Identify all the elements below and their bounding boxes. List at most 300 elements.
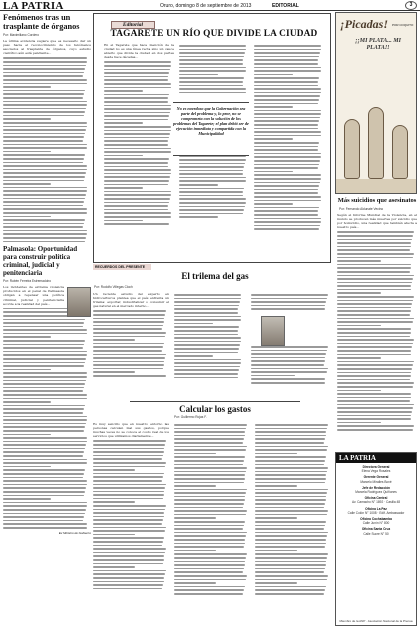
text-line	[3, 491, 85, 493]
text-line	[255, 442, 324, 444]
text-line	[254, 174, 321, 176]
text-line	[3, 340, 85, 342]
text-line	[337, 350, 411, 352]
text-line	[337, 264, 411, 266]
text-line	[337, 429, 413, 431]
text-line	[93, 516, 164, 518]
article-body-suicidios	[337, 213, 417, 449]
cartoon-credit: POR COQUITO	[392, 23, 414, 27]
text-line	[254, 167, 318, 169]
text-line	[3, 344, 84, 346]
credits-value: Marcelo Miralles Bové	[360, 479, 392, 484]
text-line	[3, 129, 86, 131]
text-line	[3, 212, 87, 214]
text-line	[179, 63, 243, 65]
text-line	[254, 160, 320, 162]
text-line	[255, 438, 325, 440]
text-line	[174, 344, 240, 346]
text-line	[104, 137, 169, 139]
text-line	[174, 539, 245, 541]
text-line	[3, 333, 87, 335]
text-line	[254, 117, 320, 119]
text-line	[93, 573, 165, 575]
text-line	[174, 305, 239, 307]
text-line	[337, 271, 410, 273]
suicidios-snippet: Según el Informe Mundial de la Violencia, en el mundo se producen más muertes por suicidio que por homicidio, una realidad que también afecta a nuestro país...	[337, 213, 417, 230]
text-line	[174, 503, 244, 505]
text-line	[255, 464, 324, 466]
text-line	[3, 223, 84, 225]
text-line	[3, 509, 86, 511]
text-line	[3, 523, 87, 525]
text-line	[104, 83, 171, 85]
text-line	[251, 346, 328, 348]
text-line	[3, 336, 51, 338]
text-line	[104, 209, 168, 211]
text-line	[179, 92, 246, 94]
text-line	[179, 198, 246, 200]
credits-row	[336, 486, 416, 494]
text-line	[104, 144, 168, 146]
text-line	[337, 418, 411, 420]
text-line	[104, 61, 171, 63]
author-portrait-photo	[261, 316, 285, 346]
text-line	[254, 124, 318, 126]
text-line	[254, 52, 320, 54]
text-line	[255, 571, 324, 573]
text-line	[337, 289, 411, 291]
text-line	[337, 411, 412, 413]
cartoon-figure	[368, 107, 384, 179]
text-line	[179, 170, 243, 172]
text-line	[3, 473, 84, 475]
text-line	[174, 453, 216, 455]
credits-value: Av. Camacho N° 1892 · Casilla 48	[351, 500, 401, 505]
text-line	[337, 325, 381, 327]
text-line	[254, 110, 321, 112]
text-line	[254, 153, 321, 155]
text-line	[174, 496, 245, 498]
text-line	[3, 426, 85, 428]
text-line	[3, 455, 83, 457]
credits-label: Directora General	[362, 465, 390, 469]
text-line	[255, 510, 328, 512]
text-line	[337, 375, 411, 377]
cartoon-title: ¡Picadas!	[340, 17, 388, 31]
article-body-transplant	[3, 57, 91, 242]
text-line	[254, 203, 293, 205]
text-line	[3, 520, 83, 522]
cartoon-figure	[392, 125, 408, 179]
text-line	[255, 467, 328, 469]
text-line	[104, 126, 171, 128]
text-line	[104, 180, 169, 182]
text-line	[179, 195, 243, 197]
trilema-lines-1	[93, 310, 169, 376]
text-line	[3, 97, 83, 99]
text-line	[337, 425, 414, 427]
text-line	[174, 456, 245, 458]
text-line	[254, 70, 321, 72]
text-line	[104, 184, 168, 186]
text-line	[3, 226, 83, 228]
credits-value: Elena Vega Rosales	[361, 469, 391, 474]
text-line	[93, 448, 164, 450]
text-line	[104, 166, 168, 168]
trilema-snippet: Un reciente estudio del experto en hidrocarburos plantea que el país enfrenta un trilema: exportar, industrializar o consumir el gas natural en el mercado interno...	[93, 292, 169, 309]
text-line	[251, 301, 326, 303]
text-line	[174, 546, 244, 548]
text-line	[3, 401, 51, 403]
text-line	[104, 151, 171, 153]
text-line	[251, 298, 327, 300]
text-line	[174, 482, 244, 484]
text-line	[174, 561, 245, 563]
text-line	[3, 68, 85, 70]
text-line	[174, 298, 241, 300]
calcular-lines-3	[255, 424, 331, 595]
text-line	[3, 372, 87, 374]
text-line	[93, 361, 164, 363]
text-line	[174, 449, 246, 451]
text-line	[104, 130, 171, 132]
text-line	[104, 112, 170, 114]
text-line	[3, 462, 87, 464]
text-line	[93, 455, 163, 457]
text-line	[254, 207, 319, 209]
text-line	[254, 88, 321, 90]
text-line	[3, 423, 86, 425]
text-line	[3, 459, 87, 461]
text-line	[174, 521, 245, 523]
text-line	[174, 474, 245, 476]
text-line	[337, 249, 410, 251]
text-line	[93, 328, 162, 330]
article-title-transplant: Fenómenos tras un trasplante de órganos	[3, 13, 80, 31]
trilema-lines-3b	[251, 346, 331, 384]
text-line	[254, 77, 319, 79]
pullquote-text: No es novedoso que la Gobernación sea parte del problema y, lo peor, no se comprometa con la solución de los problemas del Tagarete; el plan debió ser de ejecución inmediata y compartida con la Municipalidad	[173, 106, 249, 137]
text-line	[104, 148, 171, 150]
text-line	[93, 552, 165, 554]
cartoon-figure	[344, 119, 360, 179]
text-line	[3, 72, 84, 74]
text-line	[104, 212, 171, 214]
text-line	[104, 122, 143, 124]
text-line	[251, 364, 324, 366]
text-line	[255, 492, 327, 494]
text-line	[93, 350, 162, 352]
text-line	[255, 514, 327, 516]
text-line	[3, 158, 84, 160]
credits-label: Oficina La Paz	[365, 506, 387, 511]
text-line	[104, 97, 168, 99]
text-line	[337, 253, 414, 255]
text-line	[251, 350, 327, 352]
calcular-snippet: Es muy sencillo que en nuestro entorno las personas calculen mal sus gastos, porque muchas veces no se conoce el costo real de los servicios que utilizamos diariamente...	[93, 422, 169, 439]
text-line	[93, 530, 165, 532]
credits-value: Calle Junín N° 800	[362, 521, 390, 526]
masthead: LA PATRIA	[3, 0, 64, 12]
text-line	[3, 322, 84, 324]
text-line	[255, 428, 327, 430]
text-line	[254, 103, 318, 105]
text-line	[174, 373, 238, 375]
text-line	[174, 579, 246, 581]
text-line	[174, 431, 245, 433]
text-line	[174, 557, 246, 559]
text-line	[337, 285, 411, 287]
text-line	[255, 528, 324, 530]
text-line	[174, 507, 243, 509]
text-line	[174, 424, 247, 426]
text-line	[104, 76, 168, 78]
text-line	[254, 149, 318, 151]
text-line	[93, 480, 162, 482]
text-line	[3, 434, 51, 436]
text-line	[174, 492, 246, 494]
article-body-calcular	[93, 422, 331, 626]
text-line	[3, 108, 86, 110]
text-line	[104, 115, 169, 117]
text-line	[93, 559, 164, 561]
text-line	[179, 159, 246, 161]
text-line	[255, 435, 326, 437]
text-line	[251, 382, 325, 384]
text-line	[93, 588, 162, 590]
text-line	[3, 61, 87, 63]
text-line	[337, 354, 411, 356]
text-line	[93, 512, 164, 514]
text-line	[254, 74, 293, 76]
text-line	[174, 428, 246, 430]
text-line	[174, 593, 243, 595]
text-line	[3, 498, 51, 500]
text-line	[3, 362, 85, 364]
author-portrait-photo	[67, 287, 91, 317]
text-line	[3, 180, 84, 182]
text-line	[337, 275, 414, 277]
text-line	[3, 126, 87, 128]
text-line	[174, 312, 238, 314]
cartoon-speech-bubble: ¡¡MI PLATA... MI PLATA!!	[355, 38, 401, 51]
text-line	[93, 545, 162, 547]
text-line	[93, 462, 166, 464]
text-line	[3, 165, 87, 167]
text-line	[93, 584, 163, 586]
text-line	[255, 474, 326, 476]
text-line	[337, 404, 414, 406]
text-line	[93, 336, 165, 338]
text-line	[174, 352, 238, 354]
text-line	[93, 476, 163, 478]
calcular-column-2	[174, 422, 250, 626]
text-line	[255, 582, 297, 584]
text-line	[3, 151, 51, 153]
text-line	[254, 99, 319, 101]
trilema-lines-2	[174, 294, 244, 378]
text-line	[3, 136, 84, 138]
text-line	[179, 177, 246, 179]
text-line	[254, 81, 318, 83]
text-line	[104, 140, 168, 142]
text-line	[251, 353, 326, 355]
text-line	[104, 216, 171, 218]
article-title-palmasola: Palmasola: Oportunidad para construir política criminal, judicial y penitenciaria	[3, 245, 78, 278]
cartoon-box	[335, 12, 417, 194]
text-line	[255, 579, 327, 581]
text-line	[3, 430, 84, 432]
credits-row	[336, 527, 416, 535]
text-line	[337, 364, 413, 366]
text-line	[337, 346, 412, 348]
text-line	[337, 267, 411, 269]
text-line	[174, 499, 245, 501]
text-line	[93, 519, 163, 521]
text-line	[3, 516, 84, 518]
text-line	[179, 173, 243, 175]
text-line	[179, 213, 243, 215]
text-line	[337, 332, 411, 334]
text-line	[174, 471, 246, 473]
text-line	[93, 375, 166, 377]
text-line	[3, 484, 87, 486]
credits-value: Marcela Rodríguez Quiñones	[355, 490, 397, 495]
text-line	[3, 383, 85, 385]
text-line	[337, 407, 413, 409]
recuerdos-label: RECUERDOS DEL PRESENTE	[93, 264, 151, 270]
text-line	[3, 416, 87, 418]
text-line	[174, 446, 247, 448]
text-line	[93, 509, 165, 511]
text-line	[3, 169, 87, 171]
dateline: Oruro, domingo 8 de septiembre de 2013	[160, 3, 252, 9]
text-line	[3, 527, 87, 529]
text-line	[254, 182, 320, 184]
trilema-column-2	[174, 292, 244, 396]
text-line	[3, 147, 87, 149]
text-line	[254, 128, 318, 130]
article-byline-transplant: Por: Maximiliano Cordero	[3, 33, 39, 37]
section-label: EDITORIAL	[272, 3, 299, 9]
text-line	[251, 360, 325, 362]
text-line	[3, 101, 87, 103]
text-line	[255, 525, 325, 527]
text-line	[337, 343, 413, 345]
text-line	[337, 382, 414, 384]
text-line	[3, 190, 87, 192]
text-line	[179, 67, 246, 69]
article-body-palmasola	[3, 308, 91, 529]
text-line	[254, 178, 321, 180]
text-line	[255, 532, 328, 534]
text-line	[254, 196, 321, 198]
text-line	[3, 83, 87, 85]
text-line	[179, 77, 244, 79]
editorial-pullquote	[173, 102, 249, 156]
text-line	[3, 387, 84, 389]
text-line	[174, 362, 241, 364]
text-line	[255, 446, 328, 448]
text-line	[3, 398, 87, 400]
text-line	[174, 330, 238, 332]
text-line	[255, 485, 297, 487]
text-line	[104, 94, 169, 96]
text-line	[179, 191, 243, 193]
text-line	[254, 45, 321, 47]
editorial-lines-1	[104, 61, 174, 224]
text-line	[104, 65, 171, 67]
text-line	[254, 192, 318, 194]
text-line	[254, 56, 319, 58]
text-line	[104, 72, 169, 74]
text-line	[254, 164, 319, 166]
text-line	[93, 357, 165, 359]
text-line	[179, 56, 244, 58]
text-line	[254, 189, 318, 191]
editorial-column-3	[254, 43, 324, 258]
text-line	[104, 133, 170, 135]
text-line	[104, 187, 143, 189]
text-line	[104, 223, 169, 225]
text-line	[93, 487, 165, 489]
text-line	[174, 510, 247, 512]
text-line	[255, 460, 325, 462]
text-line	[104, 155, 143, 157]
text-line	[255, 535, 327, 537]
text-line	[254, 138, 293, 140]
text-line	[104, 87, 171, 89]
text-line	[3, 513, 85, 515]
text-line	[93, 498, 163, 500]
text-line	[255, 424, 328, 426]
text-line	[93, 484, 166, 486]
text-line	[93, 534, 135, 536]
text-line	[255, 550, 297, 552]
text-line	[179, 202, 246, 204]
text-line	[93, 318, 164, 320]
text-line	[93, 339, 135, 341]
text-line	[174, 438, 244, 440]
text-line	[179, 49, 246, 51]
text-line	[337, 393, 411, 395]
text-line	[174, 586, 245, 588]
credits-row	[336, 507, 416, 515]
text-line	[174, 326, 239, 328]
text-line	[337, 246, 411, 248]
credits-row	[336, 517, 416, 525]
text-line	[337, 336, 410, 338]
text-line	[174, 294, 241, 296]
text-line	[254, 49, 321, 51]
text-line	[104, 198, 170, 200]
text-line	[174, 478, 245, 480]
text-line	[174, 359, 241, 361]
text-line	[179, 188, 244, 190]
credits-logo: LA PATRIA	[336, 453, 416, 463]
text-line	[337, 231, 414, 233]
text-line	[3, 505, 87, 507]
text-line	[179, 59, 243, 61]
text-line	[254, 63, 318, 65]
text-line	[3, 469, 85, 471]
text-line	[337, 361, 414, 363]
text-line	[3, 183, 51, 185]
article-title-calcular: Calcular los gastos	[130, 401, 300, 415]
calcular-column-3	[255, 422, 331, 626]
text-line	[174, 485, 216, 487]
text-line	[337, 400, 410, 402]
